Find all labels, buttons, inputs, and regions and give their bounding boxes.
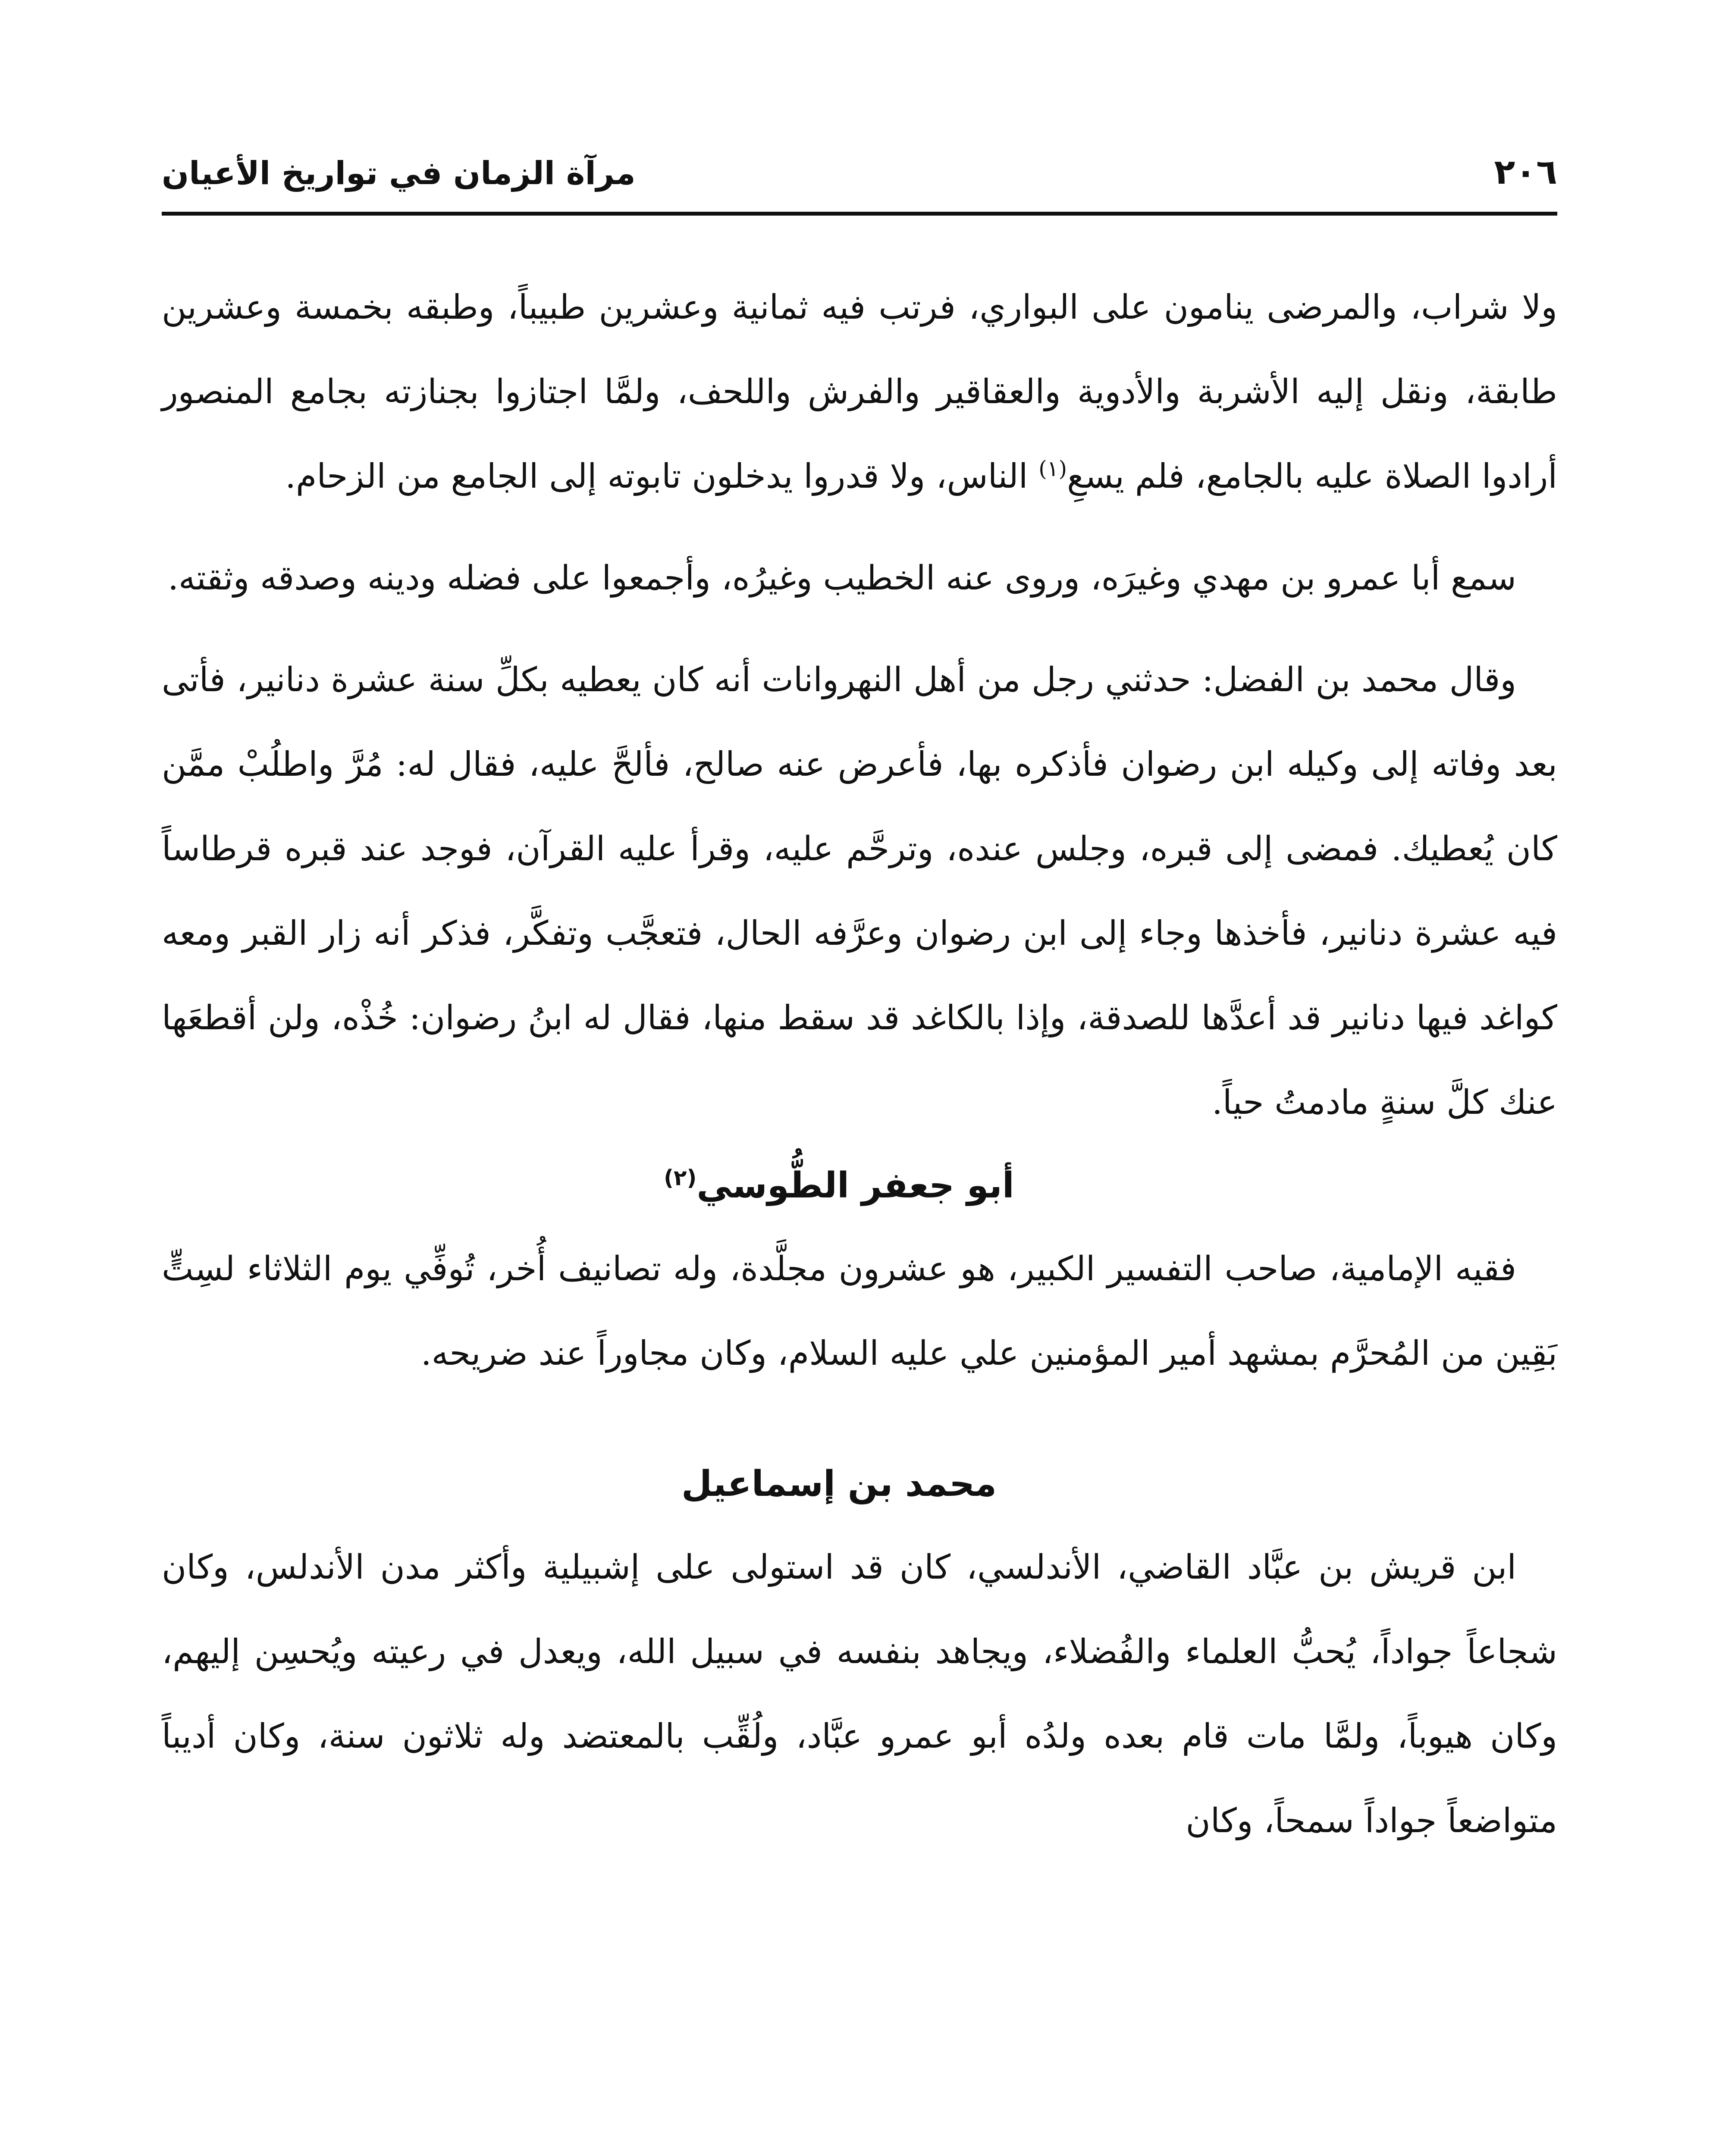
main-text (162, 265, 1557, 1863)
page-header (162, 138, 1557, 216)
running-title: مرآة الزمان في تواريخ الأعيان (162, 155, 636, 192)
paragraph-tusi: فقيه الإمامية، صاحب التفسير الكبير، هو عشرون مجلَّدة، وله تصانيف أُخر، تُوفِّي يوم الثلاثاء لسِتٍّ بَقِين من المُحرَّم بمشهد أمير المؤمنين علي عليه السلام، وكان مجاوراً عند ضريحه. (162, 1250, 1557, 1373)
paragraph-anecdote: وقال محمد بن الفضل: حدثني رجل من أهل النهروانات أنه كان يعطيه بكلِّ سنة عشرة دنانير، فأتى بعد وفاته إلى وكيله ابن رضوان فأذكره بها، فأعرض عنه صالح، فألحَّ عليه، فقال له: مُرَّ واطلُبْ ممَّن كان يُعطيك. فمضى إلى قبره، وجلس عنده، وترحَّم عليه، وقرأ عليه القرآن، فوجد عند قبره قرطاساً فيه عشرة دنانير، فأخذها وجاء إلى ابن رضوان وعرَّفه الحال، فتعجَّب وتفكَّر، فذكر أنه زار القبر ومعه كواغد فيها دنانير قد أعدَّها للصدقة، وإذا بالكاغد قد سقط منها، فقال له ابنُ رضوان: خُذْه، ولن أقطعَها عنك كلَّ سنةٍ مادمتُ حياً. (162, 661, 1557, 1122)
paragraph-ibn-abbad: ابن قريش بن عبَّاد القاضي، الأندلسي، كان قد استولى على إشبيلية وأكثر مدن الأندلس، وكان شجاعاً جواداً، يُحبُّ العلماء والفُضلاء، ويجاهد بنفسه في سبيل الله، ويعدل في رعيته ويُحسِن إليهم، وكان هيوباً، ولمَّا مات قام بعده ولدُه أبو عمرو عبَّاد، ولُقِّب بالمعتضد وله ثلاثون سنة، وكان أديباً متواضعاً جواداً سمحاً، وكان (162, 1548, 1557, 1840)
paragraph-hospital: ولا شراب، والمرضى ينامون على البواري، فرتب فيه ثمانية وعشرين طبيباً، وطبقه بخمسة وعشرين طابقة، ونقل إليه الأشربة والأدوية والعقاقير والفرش واللحف، ولمَّا اجتازوا بجنازته بجامع المنصور أرادوا الصلاة عليه بالجامع، فلم يسعِ$^{(١)}$ الناس، ولا قدروا يدخلون تابوته إلى الجامع من الزحام. (162, 288, 1557, 496)
footnote-ref-1: (١) (1038, 456, 1067, 481)
footnote-ref-2: (٢) (664, 1165, 697, 1191)
heading-muhammad-ibn-ismail: محمد بن إسماعيل (681, 1463, 997, 1504)
paragraph-teachers: سمع أبا عمرو بن مهدي وغيرَه، وروى عنه الخطيب وغيرُه، وأجمعوا على فضله ودينه وصدقه وثقته. (168, 559, 1516, 598)
heading-tusi: أبو جعفر الطُّوسي$^{(٢)}$ (664, 1165, 1014, 1206)
header-rule (162, 212, 1557, 216)
page-number: ٢٠٦ (1494, 152, 1557, 192)
